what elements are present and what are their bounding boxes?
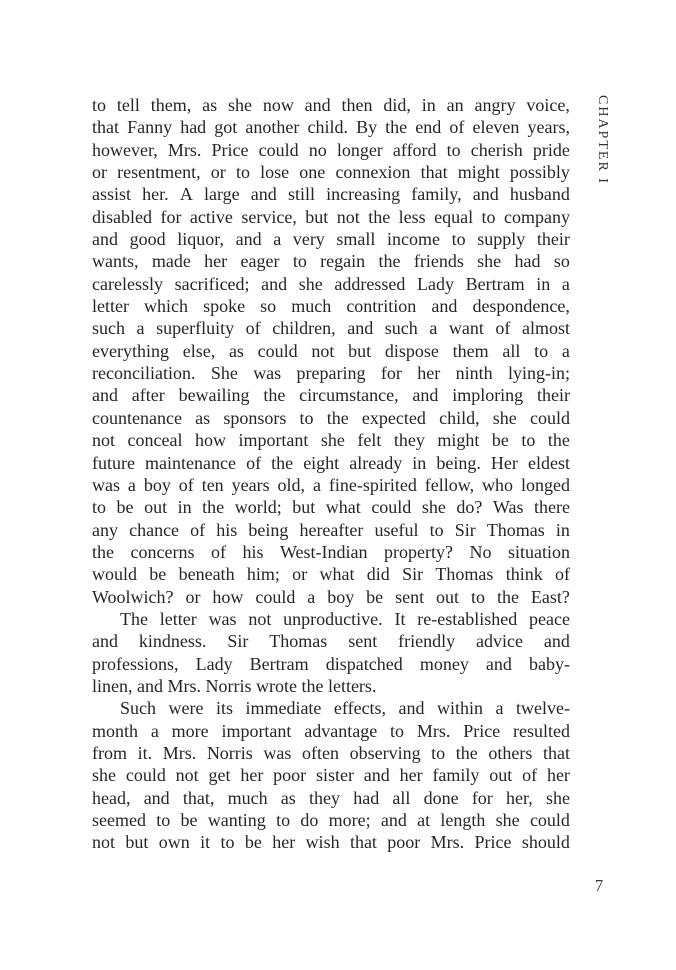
text-line: letter which spoke so much contrition and despondence, bbox=[92, 296, 570, 317]
page-number: 7 bbox=[594, 876, 604, 895]
text-line: countenance as sponsors to the expected child, she could bbox=[92, 407, 570, 428]
text-line: assist her. A large and still increasing family, and husband bbox=[92, 184, 570, 205]
text-line: professions, Lady Bertram dispatched money and baby- bbox=[92, 653, 570, 674]
text-line: and kindness. Sir Thomas sent friendly advice and bbox=[92, 631, 570, 652]
text-line: to tell them, as she now and then did, in an angry voice, bbox=[92, 95, 570, 115]
text-line: would be beneath him; or what did Sir Thomas think of bbox=[92, 564, 570, 585]
text-line: was a boy of ten years old, a fine-spirited fellow, who longed bbox=[92, 474, 570, 495]
text-line: head, and that, much as they had all done for her, she bbox=[92, 787, 570, 808]
text-line: and good liquor, and a very small income to supply their bbox=[92, 229, 570, 250]
text-line: she could not get her poor sister and her family out of her bbox=[92, 765, 570, 786]
text-line: future maintenance of the eight already in being. Her eldest bbox=[92, 452, 570, 473]
text-line: seemed to be wanting to do more; and at length she could bbox=[92, 810, 570, 830]
running-head-chapter: CHAPTER I bbox=[595, 95, 610, 185]
text-line: Woolwich? or how could a boy be sent out to the East? bbox=[92, 586, 570, 607]
text-line: The letter was not unproductive. It re-established peace bbox=[120, 608, 570, 629]
text-line: such a superfluity of children, and such a want of almost bbox=[92, 318, 570, 339]
text-line: any chance of his being hereafter useful to Sir Thomas in bbox=[92, 519, 570, 540]
text-line: not but own it to be her wish that poor Mrs. Price should bbox=[92, 832, 570, 853]
text-line: from it. Mrs. Norris was often observing to the others that bbox=[92, 742, 570, 763]
text-line: Such were its immediate effects, and within a twelve- bbox=[120, 698, 570, 719]
text-line: or resentment, or to lose one connexion that might possibly bbox=[92, 162, 570, 183]
text-line: reconciliation. She was preparing for her ninth lying-in; bbox=[92, 363, 570, 384]
text-line: wants, made her eager to regain the friends she had so bbox=[92, 251, 570, 272]
text-line: everything else, as could not but dispose them all to a bbox=[92, 340, 570, 361]
text-line: linen, and Mrs. Norris wrote the letters. bbox=[92, 675, 377, 696]
text-line: the concerns of his West-Indian property? No situation bbox=[92, 541, 570, 562]
text-line: and after bewailing the circumstance, and imploring their bbox=[92, 385, 570, 406]
text-line: disabled for active service, but not the less equal to company bbox=[92, 206, 570, 227]
text-line: month a more important advantage to Mrs. Price resulted bbox=[92, 720, 570, 741]
text-line: carelessly sacrificed; and she addressed Lady Bertram in a bbox=[92, 273, 570, 294]
text-line: to be out in the world; but what could she do? Was there bbox=[92, 497, 570, 518]
text-line: not conceal how important she felt they might be to the bbox=[92, 430, 570, 451]
text-line: however, Mrs. Price could no longer afford to cherish pride bbox=[92, 139, 570, 160]
text-line: that Fanny had got another child. By the end of eleven years, bbox=[92, 117, 570, 138]
text-block bbox=[92, 94, 570, 854]
